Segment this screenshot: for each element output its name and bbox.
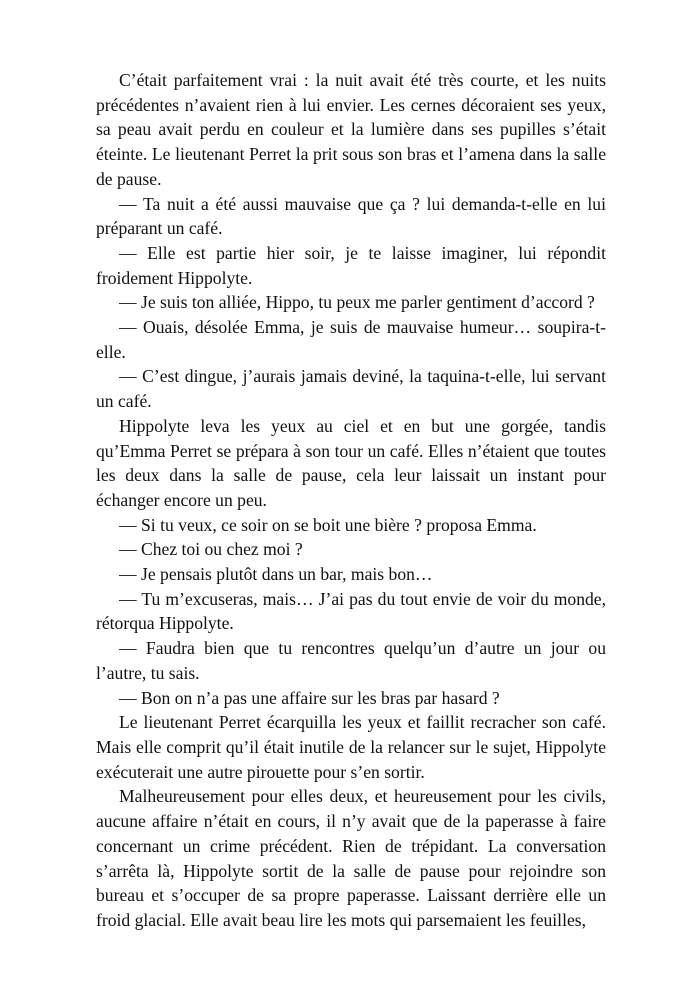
paragraph-dialogue-1: — Ta nuit a été aussi mauvaise que ça ? lui demanda-t-elle en lui préparant un café. [96, 193, 606, 239]
paragraph-narration-4: Malheureusement pour elles deux, et heureusement pour les civils, aucune affaire n’était en cours, il n’y avait que de la paperasse à faire concernant un crime précédent. Rien de trépidant. La conversation s’arrêta là, Hippolyte sortit de la salle de pause pour rejoindre son bureau et s’occuper de sa propre paperasse. Laissant derrière elle un froid glacial. Elle avait beau lire les mots qui parsemaient les feuilles, [96, 786, 606, 930]
paragraph-narration-3: Le lieutenant Perret écarquilla les yeux et faillit recracher son café. Mais elle comprit qu’il était inutile de la relancer sur le sujet, Hippolyte exécuterait une autre pirouette pour s’en sortir. [96, 712, 606, 782]
paragraph-dialogue-10: — Faudra bien que tu rencontres quelqu’un d’autre un jour ou l’autre, tu sais. [96, 638, 606, 683]
paragraph-dialogue-8: — Je pensais plutôt dans un bar, mais bon… [119, 564, 433, 585]
paragraph-dialogue-5: — C’est dingue, j’aurais jamais deviné, la taquina-t-elle, lui servant un café. [96, 366, 606, 412]
paragraph-narration-2: Hippolyte leva les yeux au ciel et en but une gorgée, tandis qu’Emma Perret se prépara à son tour un café. Elles n’étaient que toutes les deux dans la salle de pause, cela leur laissait un instant pour échanger encore un peu. [96, 415, 606, 510]
book-page [96, 68, 606, 933]
paragraph-dialogue-4: — Ouais, désolée Emma, je suis de mauvaise humeur… soupira-t-elle. [96, 317, 606, 362]
paragraph-dialogue-3: — Je suis ton alliée, Hippo, tu peux me parler gentiment d’accord ? [119, 292, 595, 313]
paragraph-dialogue-7: — Chez toi ou chez moi ? [119, 539, 303, 560]
paragraph-dialogue-9: — Tu m’excuseras, mais… J’ai pas du tout envie de voir du monde, rétorqua Hippolyte. [96, 588, 606, 634]
paragraph-dialogue-6: — Si tu veux, ce soir on se boit une bière ? proposa Emma. [119, 514, 537, 535]
paragraph-dialogue-11: — Bon on n’a pas une affaire sur les bras par hasard ? [119, 687, 500, 708]
paragraph-narration-1: C’était parfaitement vrai : la nuit avait été très courte, et les nuits précédentes n’avaient rien à lui envier. Les cernes décoraient ses yeux, sa peau avait perdu en couleur et la lumière dans ses pupilles s’était éteinte. Le lieutenant Perret la prit sous son bras et l’amena dans la salle de pause. [96, 70, 606, 189]
paragraph-dialogue-2: — Elle est partie hier soir, je te laisse imaginer, lui répondit froidement Hippolyte. [96, 242, 606, 288]
